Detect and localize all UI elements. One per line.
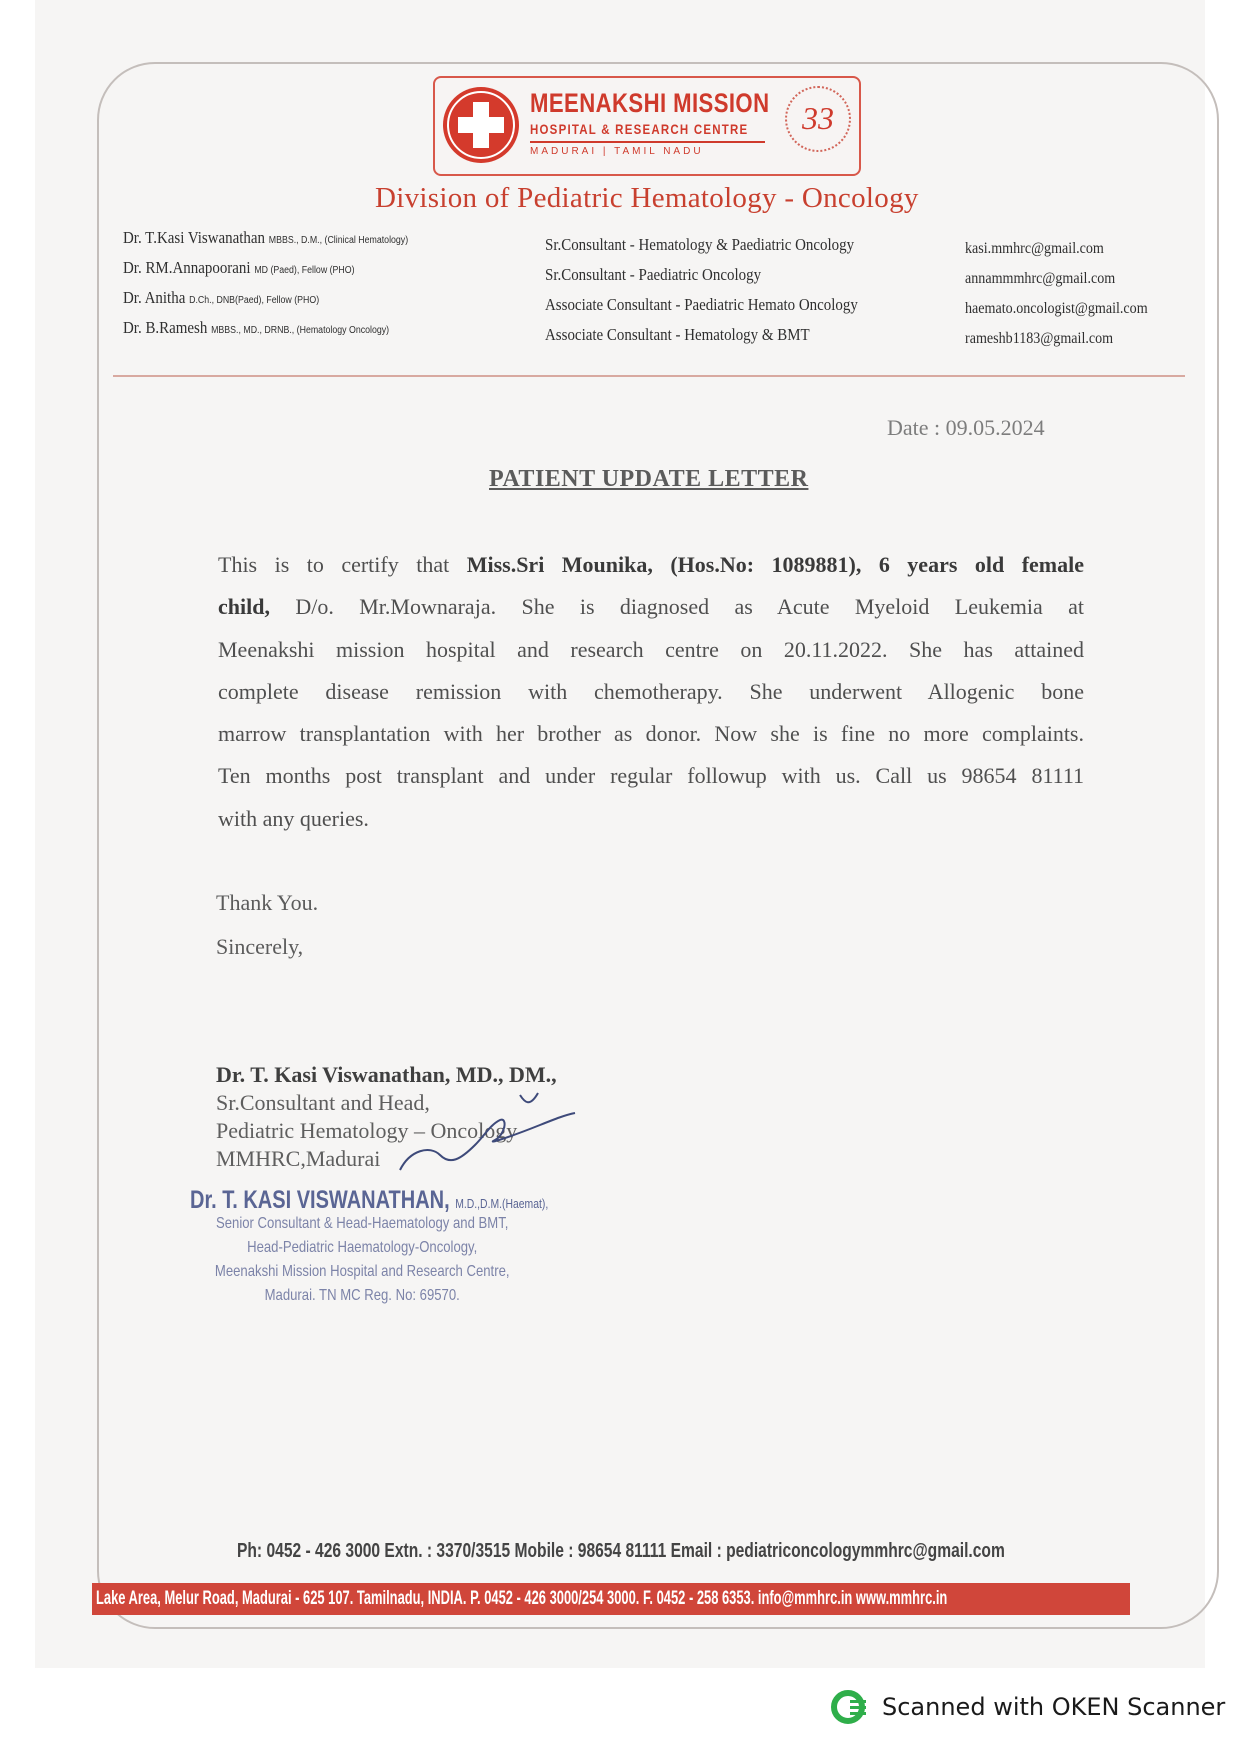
logo-divider bbox=[530, 141, 765, 143]
doctor-name: Dr. Anitha D.Ch., DNB(Paed), Fellow (PHO) bbox=[123, 288, 320, 307]
body-line: complete disease remission with chemotherapy. She underwent Allogenic bone bbox=[218, 678, 1084, 704]
division-heading: Division of Pediatric Hematology - Oncology bbox=[375, 182, 919, 214]
scanner-watermark bbox=[830, 1685, 1225, 1729]
sincerely-text: Sincerely, bbox=[216, 934, 304, 959]
stamp-line: Meenakshi Mission Hospital and Research Centre, bbox=[214, 1263, 510, 1280]
doctor-titles-column bbox=[545, 235, 901, 355]
stamp-name: Dr. T. KASI VISWANATHAN, M.D.,D.M.(Haemat), bbox=[190, 1186, 549, 1214]
body-line: Meenakshi mission hospital and research centre on 20.11.2022. She has attained bbox=[218, 636, 1084, 662]
doctor-name: Dr. T.Kasi Viswanathan MBBS., D.M., (Clinical Hematology) bbox=[123, 228, 409, 247]
logo-subtitle: HOSPITAL & RESEARCH CENTRE bbox=[530, 121, 749, 137]
doctor-title: Sr.Consultant - Hematology & Paediatric Oncology bbox=[545, 235, 855, 254]
header-divider bbox=[113, 375, 1185, 377]
letter-date: Date : 09.05.2024 bbox=[887, 415, 1045, 440]
scanner-label: Scanned with OKEN Scanner bbox=[882, 1693, 1226, 1721]
anniversary-badge bbox=[785, 86, 851, 152]
oken-scanner-icon bbox=[830, 1687, 870, 1727]
body-line: This is to certify that Miss.Sri Mounika, (Hos.No: 1089881), 6 years old female bbox=[218, 552, 1085, 577]
body-line: marrow transplantation with her brother as donor. Now she is fine no more complaints. bbox=[218, 721, 1084, 747]
signatory-location: MMHRC,Madurai bbox=[216, 1146, 381, 1171]
signatory-title: Sr.Consultant and Head, bbox=[216, 1090, 430, 1115]
doctor-emails-column bbox=[965, 240, 1173, 360]
letter-body bbox=[218, 550, 1084, 846]
hospital-logo bbox=[433, 76, 861, 176]
doctor-title: Associate Consultant - Hematology & BMT bbox=[545, 325, 810, 344]
medical-cross-icon bbox=[443, 87, 519, 163]
doctor-email: haemato.oncologist@gmail.com bbox=[965, 300, 1148, 317]
logo-location: MADURAI | TAMIL NADU bbox=[530, 146, 704, 157]
signatory-name: Dr. T. Kasi Viswanathan, MD., DM., bbox=[216, 1062, 557, 1087]
anniversary-number: 33 bbox=[802, 100, 834, 136]
thanks-text: Thank You. bbox=[216, 890, 319, 915]
footer-address-bar bbox=[92, 1583, 1130, 1615]
letter-closing bbox=[216, 890, 318, 978]
stamp-line: Madurai. TN MC Reg. No: 69570. bbox=[264, 1287, 460, 1304]
scanned-page bbox=[35, 0, 1205, 1668]
doctor-email: rameshb1183@gmail.com bbox=[965, 330, 1114, 347]
footer-address: Lake Area, Melur Road, Madurai - 625 107. Tamilnadu, INDIA. P. 0452 - 426 3000/254 3000. F. 0452 - 258 6353. info@mmhrc.in www.mmhrc.in bbox=[96, 1588, 948, 1609]
body-line: Ten months post transplant and under regular followup with us. Call us 98654 81111 bbox=[218, 763, 1084, 789]
footer-contact: Ph: 0452 - 426 3000 Extn. : 3370/3515 Mobile : 98654 81111 Email : pediatriconcologymmhrc@gmail.com bbox=[237, 1540, 1005, 1562]
doctor-names-column bbox=[123, 228, 447, 348]
logo-hospital-name: MEENAKSHI MISSION bbox=[530, 88, 770, 118]
doctor-title: Associate Consultant - Paediatric Hemato Oncology bbox=[545, 295, 858, 314]
body-line: child, D/o. Mr.Mownaraja. She is diagnosed as Acute Myeloid Leukemia at bbox=[218, 594, 1084, 620]
doctor-name: Dr. B.Ramesh MBBS., MD., DRNB., (Hematology Oncology) bbox=[123, 318, 390, 337]
doctor-stamp bbox=[190, 1186, 638, 1311]
doctor-title: Sr.Consultant - Paediatric Oncology bbox=[545, 265, 762, 284]
handwritten-signature bbox=[390, 1075, 590, 1185]
stamp-line: Head-Pediatric Haematology-Oncology, bbox=[247, 1239, 478, 1256]
doctor-email: kasi.mmhrc@gmail.com bbox=[965, 240, 1104, 257]
doctor-name: Dr. RM.Annapoorani MD (Paed), Fellow (PHO) bbox=[123, 258, 355, 277]
stamp-line: Senior Consultant & Head-Haematology and BMT, bbox=[215, 1215, 509, 1232]
body-line: with any queries. bbox=[218, 805, 369, 831]
doctor-email: annammmhrc@gmail.com bbox=[965, 270, 1116, 287]
signatory-department: Pediatric Hematology – Oncology bbox=[216, 1118, 518, 1143]
letter-title: PATIENT UPDATE LETTER bbox=[489, 466, 809, 492]
